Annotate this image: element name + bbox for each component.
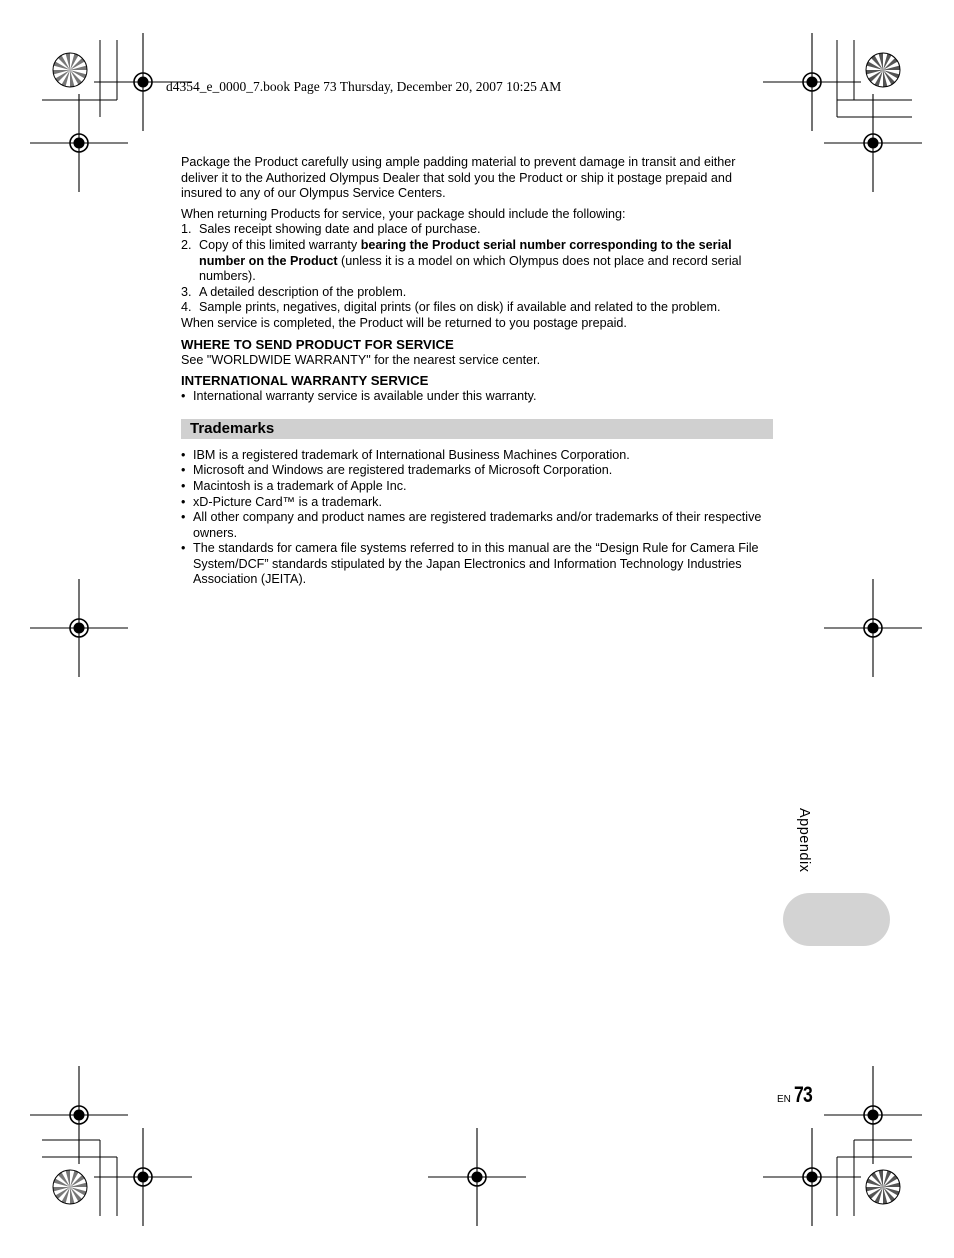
side-tab (783, 893, 890, 946)
list-item-1 (181, 222, 773, 238)
list-number-3: 3. (181, 284, 192, 299)
page-content (181, 155, 773, 588)
list-item-3 (181, 285, 773, 301)
bullet-icon: • (181, 463, 186, 478)
trademark-text: Macintosh is a trademark of Apple Inc. (193, 478, 407, 493)
list-text-1: Sales receipt showing date and place of purchase. (199, 222, 481, 237)
registration-mark-icon (763, 33, 861, 131)
list-number-2: 2. (181, 237, 192, 252)
list-number-1: 1. (181, 222, 192, 237)
color-wheel-icon (866, 1170, 900, 1204)
bullet-icon: • (181, 389, 186, 404)
trademark-text: All other company and product names are registered trademarks and/or trademarks of their respective owners. (193, 510, 762, 540)
list-item (181, 448, 773, 464)
registration-mark-icon (824, 579, 922, 677)
list-text-4: Sample prints, negatives, digital prints (or files on disk) if available and related to the problem. (199, 300, 721, 315)
registration-mark-icon (428, 1128, 526, 1226)
registration-mark-icon (30, 579, 128, 677)
trademarks-list (181, 448, 773, 588)
intl-bullet-item (181, 389, 773, 405)
list-item (181, 495, 773, 511)
bullet-icon: • (181, 510, 186, 525)
list-text-2-bold: bearing the Product serial number corresponding to the serial number on the Product (199, 237, 732, 268)
where-text: See "WORLDWIDE WARRANTY" for the nearest service center. (181, 352, 541, 367)
page-number-value: 73 (793, 1082, 812, 1107)
side-label-appendix: Appendix (796, 808, 812, 873)
registration-mark-icon (824, 1066, 922, 1164)
bullet-icon: • (181, 447, 186, 462)
list-item (181, 541, 773, 588)
book-info-line: d4354_e_0000_7.book Page 73 Thursday, December 20, 2007 10:25 AM (166, 79, 562, 94)
trademark-text: xD-Picture Card™ is a trademark. (193, 494, 382, 509)
list-item (181, 463, 773, 479)
trademark-text: Microsoft and Windows are registered trademarks of Microsoft Corporation. (193, 463, 613, 478)
bullet-icon: • (181, 478, 186, 493)
list-number-4: 4. (181, 300, 192, 315)
list-text-2-pre: Copy of this limited warranty (199, 237, 361, 252)
where-heading: WHERE TO SEND PRODUCT FOR SERVICE (181, 336, 454, 352)
list-item (181, 479, 773, 495)
registration-mark-icon (30, 94, 128, 192)
list-item-4 (181, 300, 773, 316)
page-number (777, 1082, 816, 1108)
bullet-icon: • (181, 494, 186, 509)
registration-mark-icon (94, 1128, 192, 1226)
trademark-text: The standards for camera file systems referred to in this manual are the “Design Rule for Camera File System/DCF” standards stipulated by the Japan Electronics and Information Technology Industries Association (JEITA). (193, 541, 759, 587)
registration-mark-icon (824, 94, 922, 192)
color-wheel-icon (53, 1170, 87, 1204)
registration-mark-icon (30, 1066, 128, 1164)
color-wheel-icon (53, 53, 87, 87)
list-item-2 (181, 238, 773, 285)
language-code: EN (777, 1094, 791, 1105)
intl-bullet-text: International warranty service is available under this warranty. (193, 389, 537, 404)
list-text-3: A detailed description of the problem. (199, 284, 407, 299)
intl-heading: INTERNATIONAL WARRANTY SERVICE (181, 373, 429, 389)
returning-paragraph: When returning Products for service, your package should include the following: (181, 206, 626, 221)
registration-mark-icon (763, 1128, 861, 1226)
color-wheel-icon (866, 53, 900, 87)
list-item (181, 510, 773, 541)
list-text-2-post: (unless it is a model on which Olympus does not place and record serial numbers). (199, 253, 742, 284)
intro-paragraph: Package the Product carefully using ample padding material to prevent damage in transit and either deliver it to the Authorized Olympus Dealer that sold you the Product or ship it postage prepaid and insured to any of our Olympus Service Centers. (181, 155, 736, 201)
trademark-text: IBM is a registered trademark of International Business Machines Corporation. (193, 447, 630, 462)
section-title-trademarks: Trademarks (181, 419, 773, 439)
bullet-icon: • (181, 541, 186, 556)
completed-paragraph: When service is completed, the Product will be returned to you postage prepaid. (181, 315, 627, 330)
